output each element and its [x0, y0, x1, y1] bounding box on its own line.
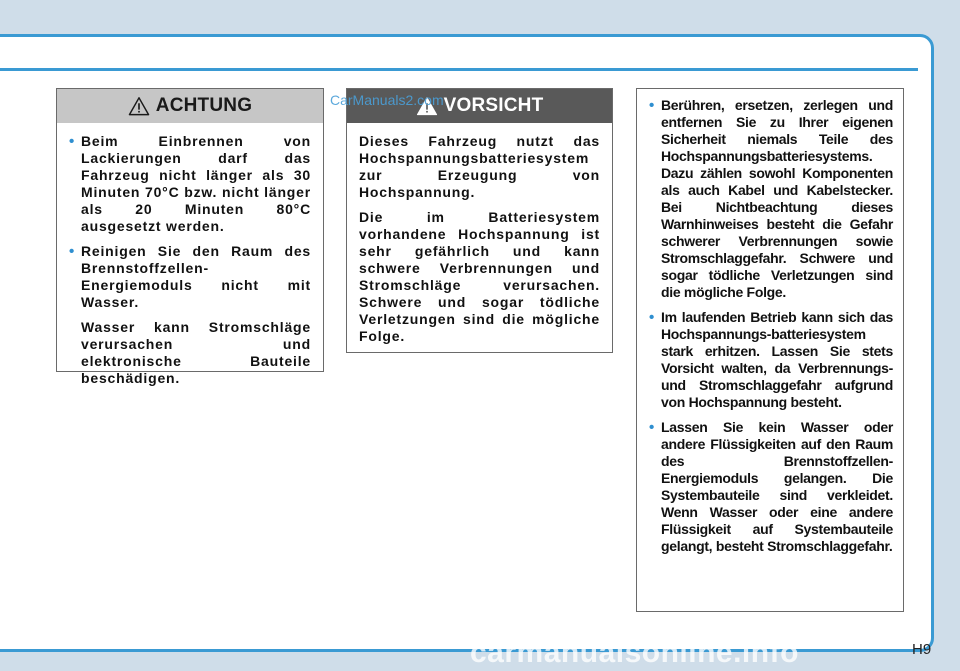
- achtung-item: • Reinigen Sie den Raum des Brennstoffzellen-Energiemoduls nicht mit Wasser.: [69, 243, 311, 311]
- page-number: H9: [912, 641, 932, 658]
- achtung-body: [57, 123, 323, 405]
- achtung-box: [56, 88, 324, 386]
- vorsicht-body: [347, 123, 612, 363]
- vorsicht-box: [346, 88, 613, 353]
- top-rule: [0, 68, 918, 71]
- achtung-note: Wasser kann Stromschläge verursachen und elektronische Bauteile beschädigen.: [81, 319, 311, 386]
- achtung-title: ACHTUNG: [155, 95, 253, 116]
- vorsicht-paragraph: Dieses Fahrzeug nutzt das Hochspannungsbatteriesystem zur Erzeugung von Hochspannung.: [359, 133, 600, 200]
- vorsicht-paragraph: Die im Batteriesystem vorhandene Hochspannung ist sehr gefährlich und kann schwere Verbrennungen und Stromschläge verursachen. Schwere und sogar tödliche Verletzungen sind die mögliche Folge.: [359, 209, 600, 344]
- achtung-item: • Beim Einbrennen von Lackierungen darf das Fahrzeug nicht länger als 30 Minuten 70°C bzw. nicht länger als 20 Minuten 80°C ausgesetzt werden.: [69, 133, 311, 235]
- right-warning-item: • Im laufenden Betrieb kann sich das Hochspannungs-batteriesystem stark erhitzen. Lassen Sie stets Vorsicht walten, da Verbrennungs- und Stromschlaggefahr aufgrund von Hochspannung besteht.: [649, 309, 893, 411]
- vorsicht-title: VORSICHT: [443, 95, 544, 116]
- warning-triangle-icon: [128, 96, 150, 116]
- right-warning-box: [636, 88, 904, 612]
- right-warning-item: • Berühren, ersetzen, zerlegen und entfernen Sie zu Ihrer eigenen Sicherheit niemals Teile des Hochspannungsbatteriesystems. Dazu zählen sowohl Komponenten als auch Kabel und Kabelstecker. Bei Nichtbeachtung dieses Warnhinweises besteht die Gefahr schwerer Verbrennungen sowie Stromschlaggefahr. Schwere und sogar tödliche Verletzungen sind die mögliche Folge.: [649, 97, 893, 301]
- achtung-header: [57, 89, 323, 123]
- watermark-bottom: carmanualsonline.info: [470, 636, 799, 669]
- right-warning-item: • Lassen Sie kein Wasser oder andere Flüssigkeiten auf den Raum des Brennstoffzellen-Energiemoduls gelangen. Die Systembauteile sind verkleidet. Wenn Wasser oder eine andere Flüssigkeit auf Systembauteile gelangt, besteht Stromschlaggefahr.: [649, 419, 893, 555]
- right-warning-body: [637, 89, 903, 563]
- watermark-top: CarManuals2.com: [330, 92, 444, 108]
